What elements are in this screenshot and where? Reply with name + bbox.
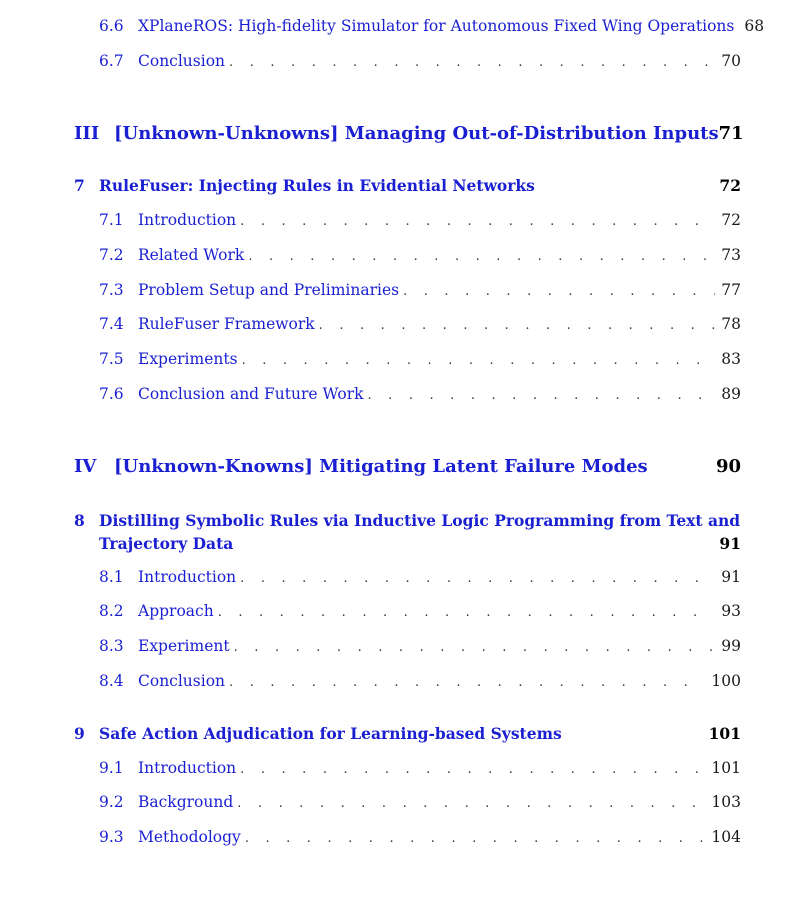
section-title[interactable]: Experiment [138,637,230,655]
section-number: 8.3 [99,637,124,655]
toc-entry-9-1[interactable] [99,759,741,781]
page-number[interactable]: 72 [719,176,741,195]
dot-leader [403,284,715,299]
section-title[interactable]: Background [138,793,234,811]
page-number[interactable]: 104 [711,828,741,846]
dot-leader [240,214,715,229]
dot-leader [368,388,716,403]
section-number: 7.2 [99,246,124,264]
toc-entry-8-2[interactable] [99,602,741,624]
page-number[interactable]: 71 [718,123,744,144]
page-number[interactable]: 93 [721,602,741,620]
toc-entry-7-5[interactable] [99,350,741,372]
toc-chapter-8[interactable] [74,509,741,555]
section-number: 7.4 [99,315,124,333]
toc-part-III[interactable] [74,123,744,144]
page-number[interactable]: 77 [721,281,741,299]
toc-entry-7-3[interactable] [99,281,741,303]
chapter-number: 9 [74,724,85,743]
section-number: 9.1 [99,759,124,777]
dot-leader [245,831,706,846]
dot-leader [242,353,716,368]
part-number: III [74,123,100,144]
chapter-number: 8 [74,511,85,530]
section-number: 9.3 [99,828,124,846]
toc-entry-8-3[interactable] [99,637,741,659]
toc-entry-7-4[interactable] [99,315,741,337]
section-title[interactable]: Introduction [138,211,237,229]
section-title[interactable]: Introduction [138,759,237,777]
toc-entry-8-1[interactable] [99,568,741,590]
section-title[interactable]: Approach [138,602,214,620]
dot-leader [234,640,716,655]
page-number[interactable]: 91 [721,568,741,586]
part-title[interactable]: [Unknown-Unknowns] Managing Out-of-Distribution Inputs [114,123,719,144]
section-number: 7.6 [99,385,124,403]
chapter-title[interactable]: Safe Action Adjudication for Learning-based Systems [99,724,562,743]
part-number: IV [74,456,97,477]
dot-leader [240,571,715,586]
section-number: 9.2 [99,793,124,811]
chapter-number: 7 [74,176,85,195]
toc-entry-7-1[interactable] [99,211,741,233]
section-title[interactable]: Conclusion [138,672,226,690]
dot-leader [229,675,705,690]
part-title[interactable]: [Unknown-Knowns] Mitigating Latent Failure Modes [114,456,648,477]
page-number[interactable]: 91 [719,534,741,553]
section-title[interactable]: Methodology [138,828,241,846]
page-number[interactable]: 83 [721,350,741,368]
dot-leader [240,762,705,777]
toc-part-IV[interactable] [74,456,741,477]
page-number[interactable]: 100 [711,672,741,690]
section-title[interactable]: RuleFuser Framework [138,315,315,333]
toc-chapter-9[interactable] [74,724,741,743]
page-number[interactable]: 73 [721,246,741,264]
section-title[interactable]: XPlaneROS: High-fidelity Simulator for Autonomous Fixed Wing Operations [138,17,735,35]
dot-leader [248,249,715,264]
section-number: 6.7 [99,52,124,70]
chapter-title-line-2[interactable]: Trajectory Data [99,534,234,553]
section-number: 7.5 [99,350,124,368]
page-number[interactable]: 70 [721,52,741,70]
section-number: 8.4 [99,672,124,690]
page-number[interactable]: 99 [721,637,741,655]
dot-leader [229,55,715,70]
dot-leader [218,605,716,620]
section-title[interactable]: Related Work [138,246,245,264]
page-number[interactable]: 78 [721,315,741,333]
toc-entry-9-2[interactable] [99,793,741,815]
toc-chapter-7[interactable] [74,176,741,195]
chapter-title-line-1[interactable]: Distilling Symbolic Rules via Inductive Logic Programming from Text and [99,511,741,530]
page-number[interactable]: 68 [744,17,765,35]
section-title[interactable]: Conclusion [138,52,226,70]
toc-entry-8-4[interactable] [99,672,741,694]
toc-entry-6-7[interactable] [99,52,741,74]
section-number: 7.1 [99,211,124,229]
page-number[interactable]: 89 [721,385,741,403]
page-number[interactable]: 103 [711,793,741,811]
section-number: 7.3 [99,281,124,299]
toc-entry-7-6[interactable] [99,385,741,407]
section-number: 6.6 [99,17,124,35]
dot-leader [237,796,705,811]
section-title[interactable]: Conclusion and Future Work [138,385,364,403]
chapter-title[interactable]: RuleFuser: Injecting Rules in Evidential Networks [99,176,535,195]
section-title[interactable]: Experiments [138,350,238,368]
page-number[interactable]: 101 [708,724,741,743]
section-title[interactable]: Problem Setup and Preliminaries [138,281,400,299]
dot-leader [319,318,716,333]
toc-entry-7-2[interactable] [99,246,741,268]
section-number: 8.1 [99,568,124,586]
page-number[interactable]: 72 [721,211,741,229]
section-title[interactable]: Introduction [138,568,237,586]
section-number: 8.2 [99,602,124,620]
toc-entry-6-6[interactable] [99,17,765,39]
page-number[interactable]: 90 [715,456,741,477]
toc-entry-9-3[interactable] [99,828,741,850]
page-number[interactable]: 101 [711,759,741,777]
